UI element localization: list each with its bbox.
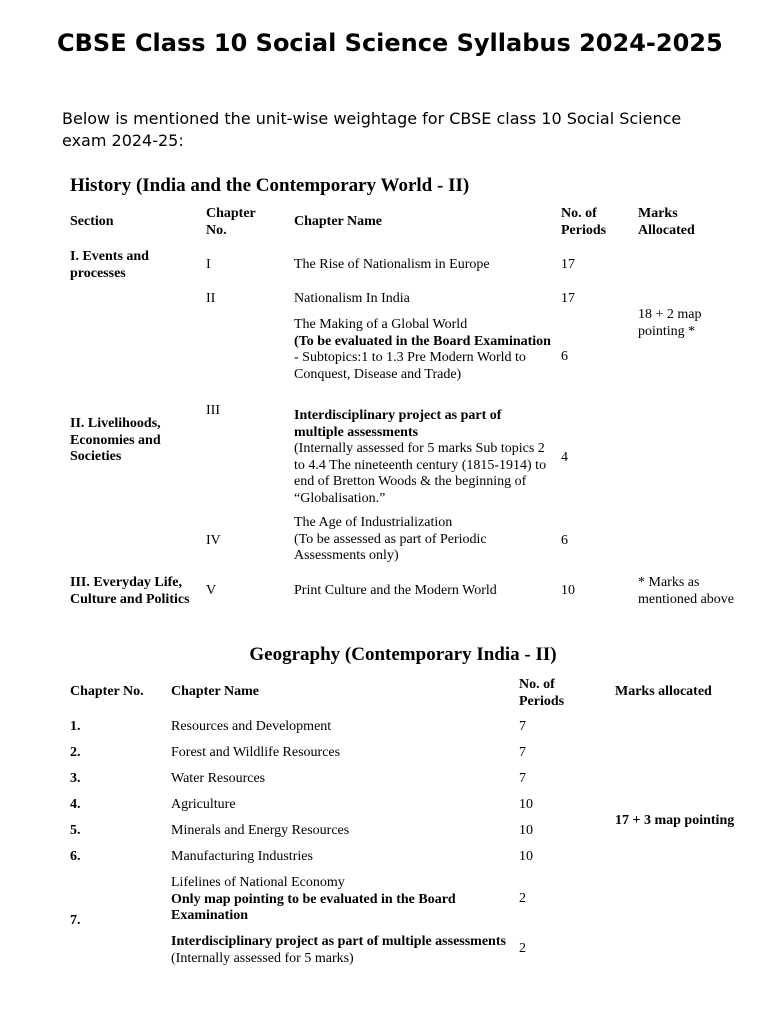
history-header-periods: No. of Periods <box>561 206 607 238</box>
geography-periods: 10 <box>519 823 533 838</box>
geography-header-marks: Marks allocated <box>615 684 712 699</box>
geography-chapter-note-bold: Interdisciplinary project as part of multiple assessments <box>171 934 506 949</box>
history-chapter-name: Nationalism In India <box>294 291 410 306</box>
history-chapter-no: V <box>206 583 217 598</box>
history-chapter-name <box>294 408 552 507</box>
history-chapter-name: The Rise of Nationalism in Europe <box>294 257 490 272</box>
history-header-section: Section <box>70 214 114 229</box>
history-chapter-note: (Internally assessed for 5 marks Sub topics 2 to 4.4 The nineteenth century (1815-1914) to end of Bretton Woods & the beginning of “Globalisation.” <box>294 441 547 506</box>
intro-text: Below is mentioned the unit-wise weightage for CBSE class 10 Social Science exam 2024-25: <box>62 109 682 150</box>
geography-chapter-name: Water Resources <box>171 771 266 786</box>
history-periods: 4 <box>561 450 568 465</box>
geography-chapter-no: 3. <box>70 771 81 786</box>
history-marks: 18 + 2 map pointing * <box>638 307 702 339</box>
history-section-everyday-life: III. Everyday Life, Culture and Politics <box>70 575 190 607</box>
history-chapter-name: Print Culture and the Modern World <box>294 583 497 598</box>
history-header-chapter-no: Chapter No. <box>206 206 256 238</box>
history-heading: History (India and the Contemporary World - II) <box>70 175 470 196</box>
geography-chapter-name <box>171 875 506 925</box>
history-chapter-title: The Making of a Global World <box>294 317 468 332</box>
history-header-marks: Marks Allocated <box>638 206 695 238</box>
geography-chapter-name: Minerals and Energy Resources <box>171 823 350 838</box>
history-periods: 17 <box>561 257 575 272</box>
geography-chapter-no: 5. <box>70 823 81 838</box>
history-marks-note: * Marks as mentioned above <box>638 575 735 607</box>
geography-periods: 10 <box>519 797 533 812</box>
geography-chapter-no: 4. <box>70 797 81 812</box>
history-chapter-name <box>294 515 552 565</box>
history-chapter-no: III <box>206 403 220 418</box>
history-chapter-no: II <box>206 291 216 306</box>
history-chapter-no: I <box>206 257 211 272</box>
geography-periods: 7 <box>519 719 526 734</box>
history-section-events: I. Events and processes <box>70 249 149 281</box>
geography-chapter-no: 1. <box>70 719 81 734</box>
geography-periods: 7 <box>519 745 526 760</box>
geography-chapter-name: Forest and Wildlife Resources <box>171 745 341 760</box>
history-periods: 17 <box>561 291 575 306</box>
geography-header-chapter-name: Chapter Name <box>171 684 260 699</box>
history-chapter-note-bold: (To be evaluated in the Board Examination <box>294 333 551 349</box>
geography-chapter-name <box>171 934 511 967</box>
history-periods: 10 <box>561 583 575 598</box>
geography-periods: 7 <box>519 771 526 786</box>
history-chapter-note: - Subtopics:1 to 1.3 Pre Modern World to Conquest, Disease and Trade) <box>294 350 526 382</box>
geography-chapter-title: Lifelines of National Economy <box>171 875 345 890</box>
history-periods: 6 <box>561 533 568 548</box>
geography-marks: 17 + 3 map pointing <box>615 813 735 828</box>
history-header-chapter-name: Chapter Name <box>294 214 383 229</box>
geography-chapter-note: (Internally assessed for 5 marks) <box>171 950 354 966</box>
history-chapter-title: The Age of Industrialization <box>294 515 453 530</box>
geography-header-chapter-no: Chapter No. <box>70 684 144 699</box>
geography-chapter-no: 6. <box>70 849 81 864</box>
geography-chapter-name: Manufacturing Industries <box>171 849 313 864</box>
geography-header-periods: No. of Periods <box>519 677 565 709</box>
history-periods: 6 <box>561 349 568 364</box>
history-chapter-note: (To be assessed as part of Periodic Assessments only) <box>294 531 487 563</box>
geography-chapter-no: 2. <box>70 745 81 760</box>
geography-periods: 2 <box>519 941 526 956</box>
geography-periods: 10 <box>519 849 533 864</box>
geography-chapter-no: 7. <box>70 913 81 928</box>
history-section-livelihoods: II. Livelihoods, Economies and Societies <box>70 416 161 464</box>
page-title: CBSE Class 10 Social Science Syllabus 2024-2025 <box>57 29 723 57</box>
history-chapter-name <box>294 317 552 383</box>
history-chapter-no: IV <box>206 533 221 548</box>
geography-chapter-note-bold: Only map pointing to be evaluated in the Board Examination <box>171 891 456 923</box>
history-chapter-note-bold: Interdisciplinary project as part of multiple assessments <box>294 408 502 440</box>
geography-chapter-name: Resources and Development <box>171 719 332 734</box>
geography-heading: Geography (Contemporary India - II) <box>249 644 557 665</box>
geography-periods: 2 <box>519 891 526 906</box>
geography-chapter-name: Agriculture <box>171 797 236 812</box>
